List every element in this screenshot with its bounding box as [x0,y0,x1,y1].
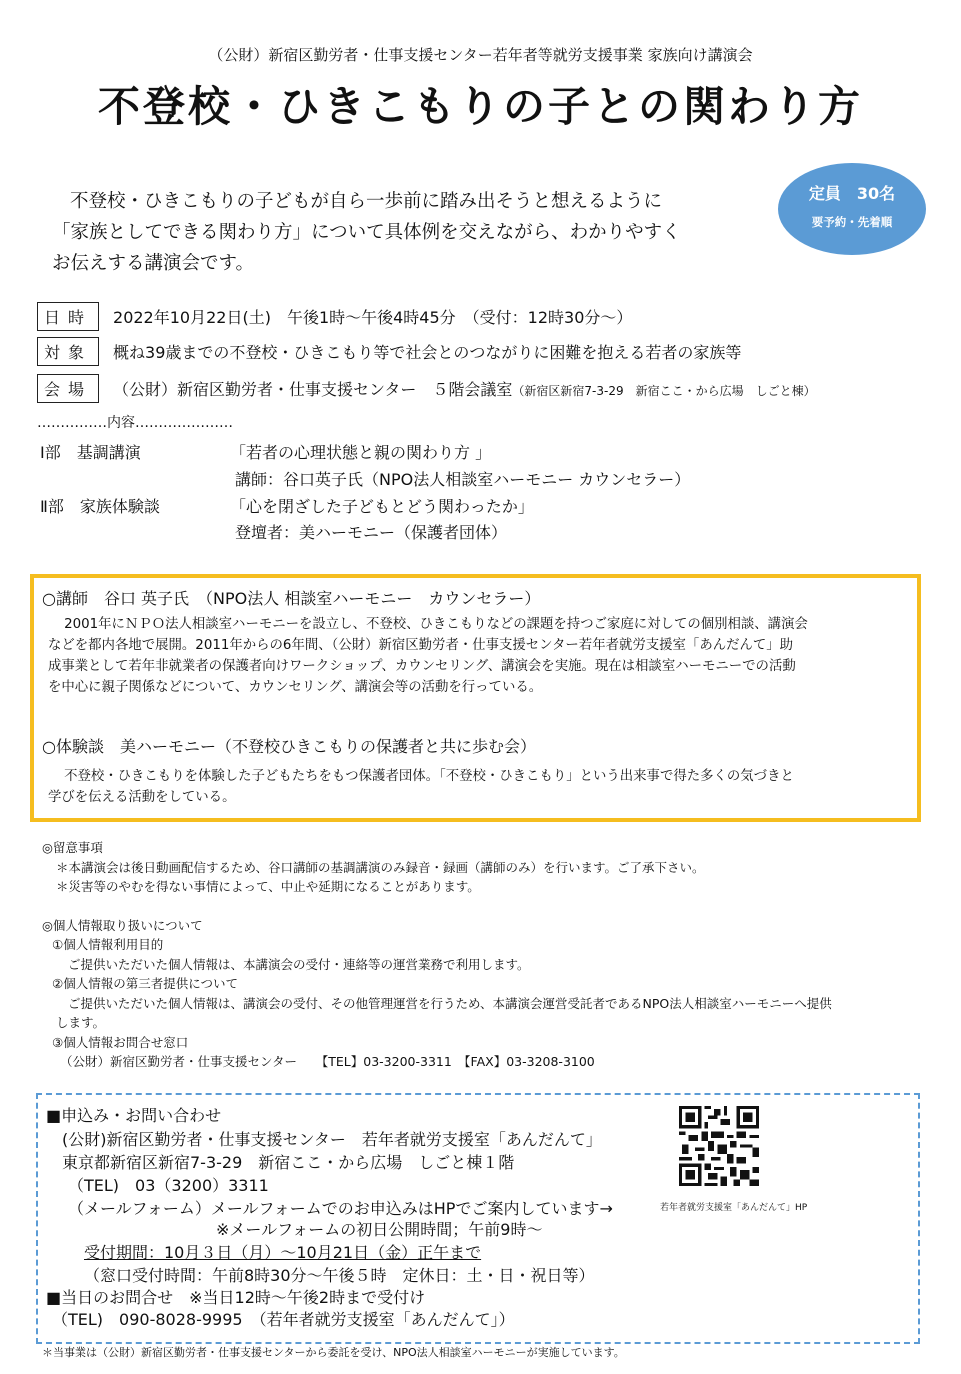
info-date [37,302,632,331]
date-label: 日時 [37,302,99,331]
application-period: 受付期間：10月３日（月）～10月21日（金）正午まで [84,1243,482,1262]
privacy-purpose-text: ご提供いただいた個人情報は、本講演会の受付・連絡等の運営業務で利用します。 [68,956,530,972]
intro-line-3: お伝えする講演会です。 [52,253,255,274]
contact-mailform-time: ※メールフォームの初日公開時間；午前9時～ [216,1220,543,1239]
privacy-thirdparty-text-2: します。 [56,1015,106,1030]
venue-address: （新宿区新宿7-3-29 新宿ここ・から広場 しごと棟） [512,384,816,398]
part2-title: 「心を閉ざした子どもとどう関わったか」 [230,497,534,516]
group-line-2: 学びを伝える活動をしている。 [48,790,236,805]
part1-title: 「若者の心理状態と親の関わり方 」 [230,443,492,462]
intro-line-1: 不登校・ひきこもりの子どもが自ら一歩前に踏み出そうと想えるように [70,191,663,212]
event-subtitle: （公財）新宿区勤労者・仕事支援センター若年者等就労支援事業 家族向け講演会 [208,46,753,64]
intro-line-2: 「家族としてできる関わり方」について具体例を交えながら、わかりやすく [52,222,681,243]
sameday-heading: ■当日のお問合せ ※当日12時～午後2時まで受付け [46,1288,426,1307]
privacy-purpose-heading: ①個人情報利用目的 [52,937,164,952]
capacity-label: 定員 30名 [808,184,896,203]
privacy-heading: ◎個人情報取り扱いについて [42,917,203,933]
info-venue [37,374,816,403]
program-part1 [40,440,491,463]
part1-label: Ⅰ部 基調講演 [40,443,141,462]
counter-hours: （窓口受付時間：午前8時30分～午後５時 定休日：土・日・祝日等） [84,1266,595,1285]
info-target [37,337,741,366]
date-value: 2022年10月22日(土) 午後1時～午後4時45分 （受付：12時30分～） [113,308,633,327]
reservation-note: 要予約・先着順 [811,215,893,229]
group-heading: ○体験談 美ハーモニー（不登校ひきこもりの保護者と共に歩む会） [42,737,536,756]
note-recording: ＊本講演会は後日動画配信するため、谷口講師の基調講演のみ録音・録画（講師のみ）を行います。ご了承下さい。 [56,859,705,875]
program-part2 [40,494,534,517]
venue-value: （公財）新宿区勤労者・仕事支援センター ５階会議室 [113,380,513,399]
part2-label: Ⅱ部 家族体験談 [40,497,160,516]
program-header: ……………内容………………… [37,415,233,431]
contact-mailform: （メールフォーム）メールフォームでのお申込みはHPでご案内しています→ [68,1199,613,1218]
lecturer-line-2: などを都内各地で展開。2011年からの6年間、（公財）新宿区勤労者・仕事支援センター若年者就労支援室「あんだんて」助 [48,638,794,653]
privacy-thirdparty-heading: ②個人情報の第三者提供について [52,976,238,991]
notes-section [42,838,832,1072]
venue-label: 会場 [37,374,99,403]
contact-address: 東京都新宿区新宿7-3-29 新宿ここ・から広場 しごと棟１階 [62,1153,515,1172]
lecturer-line-3: 成事業として若年非就業者の保護者向けワークショップ、カウンセリング、講演会を実施。現在は相談室ハーモニーでの活動 [48,659,796,674]
part2-speaker: 登壇者：美ハーモニー（保護者団体） [235,523,508,542]
group-line-1: 不登校・ひきこもりを体験した子どもたちをもつ保護者団体。「不登校・ひきこもり」という出来事で得た多くの気づきと [64,769,794,784]
page-title: 不登校・ひきこもりの子との関わり方 [97,82,863,131]
contact-heading: ■申込み・お問い合わせ [46,1106,222,1125]
contact-org: (公財)新宿区勤労者・仕事支援センター 若年者就労支援室「あんだんて」 [62,1130,602,1149]
intro-text [52,186,772,279]
qr-caption: 若年者就労支援室「あんだんて」HP [660,1203,808,1213]
footer-note: ＊当事業は（公財）新宿区勤労者・仕事支援センターから委託を受け、NPO法人相談室ハーモニーが実施しています。 [42,1346,625,1359]
privacy-thirdparty-text: ご提供いただいた個人情報は、講演会の受付、その他管理運営を行うため、本講演会運営受託者であるNPO法人相談室ハーモニーへ提供 [68,995,832,1011]
lecturer-heading: ○講師 谷口 英子氏 （NPO法人 相談室ハーモニー カウンセラー） [42,589,541,608]
lecturer-line-1: 2001年にＮＰＯ法人相談室ハーモニーを設立し、不登校、ひきこもりなどの課題を持つご家庭に対しての個別相談、講演会 [64,617,808,632]
capacity-badge [778,163,926,255]
note-cancel: ＊災害等のやむを得ない事情によって、中止や延期になることがあります。 [56,879,480,894]
profiles-box [30,574,921,822]
contact-box [36,1093,920,1344]
lecturer-line-4: を中心に親子関係などについて、カウンセリング、講演会等の活動を行っている。 [48,680,543,695]
qr-code-icon[interactable] [679,1106,759,1186]
privacy-contact-heading: ③個人情報お問合せ窓口 [52,1034,189,1050]
contact-tel: （TEL) 03（3200）3311 [68,1176,269,1195]
sameday-tel: （TEL) 090-8028-9995 （若年者就労支援室「あんだんて」） [52,1310,515,1329]
notes-heading: ◎留意事項 [42,840,103,855]
target-label: 対象 [37,337,99,366]
target-value: 概ね39歳までの不登校・ひきこもり等で社会とのつながりに困難を抱える若者の家族等 [113,343,742,362]
privacy-contact-text: （公財）新宿区勤労者・仕事支援センター 【TEL】03-3200-3311 【FAX】03-3208-3100 [60,1054,595,1069]
part1-speaker: 講師：谷口英子氏（NPO法人相談室ハーモニー カウンセラー） [235,470,691,489]
